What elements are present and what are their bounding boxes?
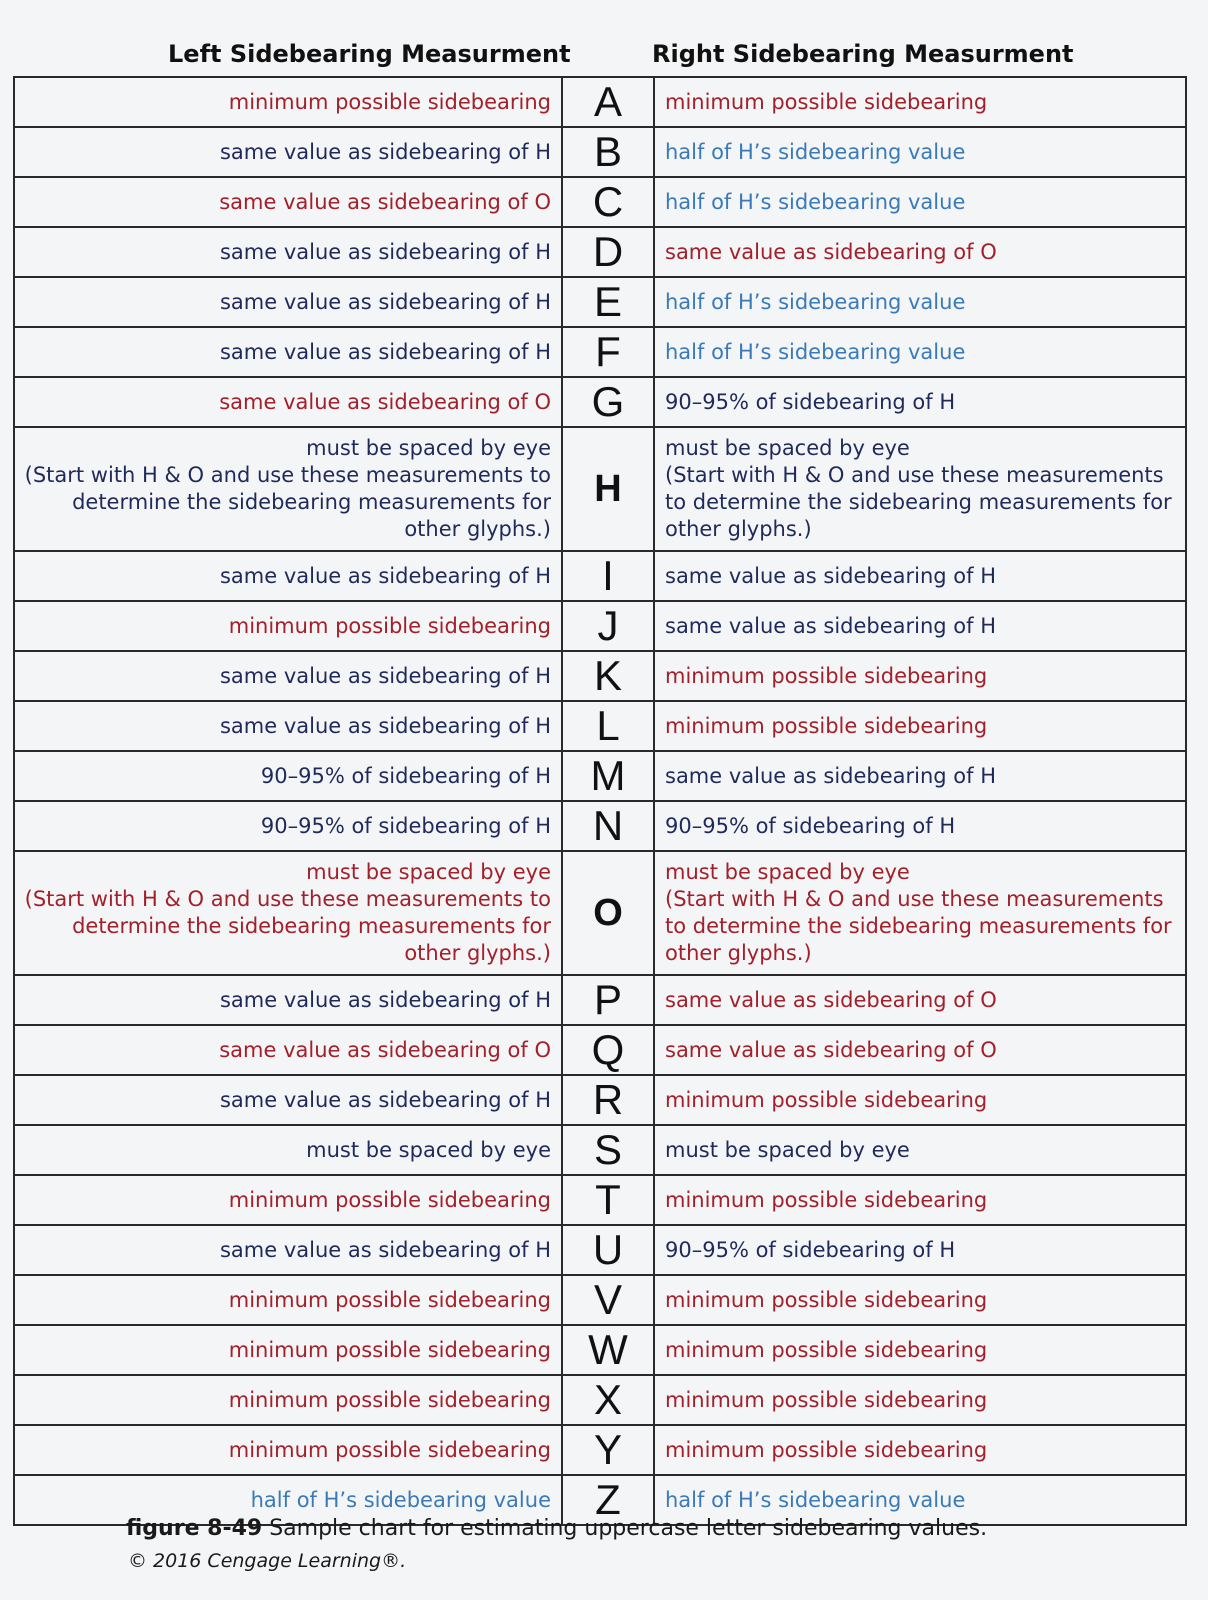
table-row	[14, 127, 1186, 177]
letter-cell: Q	[562, 1025, 654, 1075]
left-sidebearing-text: same value as sidebearing of H	[219, 289, 551, 314]
left-sidebearing-text: minimum possible sidebearing	[228, 1287, 551, 1312]
right-sidebearing-cell	[654, 801, 1186, 851]
left-sidebearing-text: same value as sidebearing of H	[219, 713, 551, 738]
left-sidebearing-text: same value as sidebearing of O	[219, 189, 551, 214]
right-sidebearing-cell	[654, 377, 1186, 427]
table-row	[14, 751, 1186, 801]
left-sidebearing-text: must be spaced by eye	[306, 860, 551, 884]
table-row	[14, 651, 1186, 701]
right-sidebearing-cell	[654, 975, 1186, 1025]
right-sidebearing-cell	[654, 851, 1186, 975]
letter-cell: T	[562, 1175, 654, 1225]
right-sidebearing-text: minimum possible sidebearing	[665, 1337, 988, 1362]
table-row	[14, 177, 1186, 227]
table-row	[14, 801, 1186, 851]
left-sidebearing-text: same value as sidebearing of H	[219, 563, 551, 588]
right-sidebearing-cell	[654, 77, 1186, 127]
right-sidebearing-cell	[654, 651, 1186, 701]
table-row	[14, 1175, 1186, 1225]
left-sidebearing-cell	[14, 1225, 562, 1275]
table-row	[14, 1075, 1186, 1125]
table-row	[14, 1025, 1186, 1075]
chart-body	[14, 77, 1186, 1525]
left-sidebearing-cell	[14, 751, 562, 801]
right-sidebearing-text: same value as sidebearing of O	[665, 987, 997, 1012]
left-column-header: Left Sidebearing Measurment	[168, 40, 571, 68]
left-sidebearing-text: same value as sidebearing of O	[219, 1037, 551, 1062]
letter-cell: R	[562, 1075, 654, 1125]
right-sidebearing-text: same value as sidebearing of H	[665, 613, 997, 638]
table-row	[14, 975, 1186, 1025]
right-sidebearing-text: minimum possible sidebearing	[665, 1287, 988, 1312]
letter-cell: F	[562, 327, 654, 377]
letter-cell: U	[562, 1225, 654, 1275]
left-sidebearing-note: (Start with H & O and use these measurements to determine the sidebearing measurements for other glyphs.)	[24, 887, 551, 965]
letter-cell: S	[562, 1125, 654, 1175]
letter-cell: G	[562, 377, 654, 427]
left-sidebearing-text: minimum possible sidebearing	[228, 1187, 551, 1212]
table-row	[14, 1375, 1186, 1425]
left-sidebearing-cell	[14, 701, 562, 751]
right-sidebearing-cell	[654, 1025, 1186, 1075]
table-row	[14, 551, 1186, 601]
right-sidebearing-cell	[654, 1375, 1186, 1425]
left-sidebearing-cell	[14, 801, 562, 851]
left-sidebearing-text: 90–95% of sidebearing of H	[260, 763, 551, 788]
right-sidebearing-text: minimum possible sidebearing	[665, 1087, 988, 1112]
letter-cell: Z	[562, 1475, 654, 1525]
table-row	[14, 427, 1186, 551]
right-sidebearing-text: same value as sidebearing of O	[665, 239, 997, 264]
right-sidebearing-cell	[654, 277, 1186, 327]
left-sidebearing-note: (Start with H & O and use these measurements to determine the sidebearing measurements for other glyphs.)	[24, 463, 551, 541]
left-sidebearing-text: same value as sidebearing of H	[219, 663, 551, 688]
table-row	[14, 601, 1186, 651]
right-sidebearing-cell	[654, 601, 1186, 651]
letter-cell: Y	[562, 1425, 654, 1475]
letter-cell: D	[562, 227, 654, 277]
table-row	[14, 701, 1186, 751]
left-sidebearing-cell	[14, 851, 562, 975]
letter-cell: J	[562, 601, 654, 651]
right-sidebearing-cell	[654, 1425, 1186, 1475]
right-sidebearing-text: minimum possible sidebearing	[665, 89, 988, 114]
table-row	[14, 1225, 1186, 1275]
right-sidebearing-text: same value as sidebearing of H	[665, 763, 997, 788]
right-sidebearing-text: same value as sidebearing of H	[665, 563, 997, 588]
table-row	[14, 1275, 1186, 1325]
right-sidebearing-cell	[654, 1275, 1186, 1325]
left-sidebearing-text: 90–95% of sidebearing of H	[260, 813, 551, 838]
left-sidebearing-text: minimum possible sidebearing	[228, 613, 551, 638]
left-sidebearing-text: minimum possible sidebearing	[228, 89, 551, 114]
letter-cell: C	[562, 177, 654, 227]
table-row	[14, 377, 1186, 427]
right-sidebearing-text: half of H’s sidebearing value	[665, 339, 966, 364]
sidebearing-chart	[13, 76, 1187, 1526]
left-sidebearing-cell	[14, 127, 562, 177]
left-sidebearing-text: same value as sidebearing of H	[219, 1087, 551, 1112]
left-sidebearing-cell	[14, 277, 562, 327]
table-row	[14, 77, 1186, 127]
table-row	[14, 1125, 1186, 1175]
left-sidebearing-cell	[14, 601, 562, 651]
table-row	[14, 327, 1186, 377]
letter-cell: K	[562, 651, 654, 701]
right-sidebearing-text: must be spaced by eye	[665, 1137, 910, 1162]
table-row	[14, 851, 1186, 975]
letter-cell: B	[562, 127, 654, 177]
column-headers	[0, 34, 1208, 74]
right-sidebearing-cell	[654, 701, 1186, 751]
right-sidebearing-text: 90–95% of sidebearing of H	[665, 389, 956, 414]
table-row	[14, 1325, 1186, 1375]
left-sidebearing-text: must be spaced by eye	[306, 436, 551, 460]
right-sidebearing-note: (Start with H & O and use these measurements to determine the sidebearing measurements for other glyphs.)	[665, 463, 1172, 541]
right-sidebearing-cell	[654, 127, 1186, 177]
left-sidebearing-cell	[14, 177, 562, 227]
left-sidebearing-cell	[14, 651, 562, 701]
figure-caption	[126, 1516, 1126, 1541]
letter-cell: W	[562, 1325, 654, 1375]
left-sidebearing-text: minimum possible sidebearing	[228, 1387, 551, 1412]
left-sidebearing-cell	[14, 227, 562, 277]
table-row	[14, 277, 1186, 327]
letter-cell: N	[562, 801, 654, 851]
right-sidebearing-text: must be spaced by eye	[665, 860, 910, 884]
left-sidebearing-text: same value as sidebearing of H	[219, 239, 551, 264]
left-sidebearing-text: same value as sidebearing of O	[219, 389, 551, 414]
letter-cell: E	[562, 277, 654, 327]
right-column-header: Right Sidebearing Measurment	[652, 40, 1074, 68]
right-sidebearing-cell	[654, 227, 1186, 277]
right-sidebearing-text: minimum possible sidebearing	[665, 713, 988, 738]
table-row	[14, 1425, 1186, 1475]
left-sidebearing-cell	[14, 1075, 562, 1125]
right-sidebearing-text: minimum possible sidebearing	[665, 1387, 988, 1412]
figure-number: figure 8-49	[126, 1516, 263, 1541]
copyright-notice: © 2016 Cengage Learning®.	[128, 1550, 407, 1572]
table-row	[14, 227, 1186, 277]
right-sidebearing-cell	[654, 1075, 1186, 1125]
right-sidebearing-cell	[654, 751, 1186, 801]
right-sidebearing-text: must be spaced by eye	[665, 436, 910, 460]
right-sidebearing-text: minimum possible sidebearing	[665, 663, 988, 688]
left-sidebearing-cell	[14, 1125, 562, 1175]
letter-cell: H	[562, 427, 654, 551]
left-sidebearing-cell	[14, 77, 562, 127]
right-sidebearing-text: minimum possible sidebearing	[665, 1437, 988, 1462]
left-sidebearing-text: half of H’s sidebearing value	[250, 1487, 551, 1512]
letter-cell: M	[562, 751, 654, 801]
letter-cell: X	[562, 1375, 654, 1425]
letter-cell: L	[562, 701, 654, 751]
right-sidebearing-cell	[654, 1225, 1186, 1275]
letter-cell: P	[562, 975, 654, 1025]
left-sidebearing-text: same value as sidebearing of H	[219, 139, 551, 164]
left-sidebearing-cell	[14, 551, 562, 601]
left-sidebearing-cell	[14, 327, 562, 377]
right-sidebearing-cell	[654, 551, 1186, 601]
left-sidebearing-cell	[14, 1025, 562, 1075]
right-sidebearing-text: half of H’s sidebearing value	[665, 289, 966, 314]
letter-cell: I	[562, 551, 654, 601]
left-sidebearing-cell	[14, 377, 562, 427]
left-sidebearing-cell	[14, 427, 562, 551]
right-sidebearing-text: 90–95% of sidebearing of H	[665, 1237, 956, 1262]
right-sidebearing-text: minimum possible sidebearing	[665, 1187, 988, 1212]
left-sidebearing-cell	[14, 1425, 562, 1475]
left-sidebearing-cell	[14, 1325, 562, 1375]
right-sidebearing-cell	[654, 177, 1186, 227]
letter-cell: O	[562, 851, 654, 975]
right-sidebearing-text: half of H’s sidebearing value	[665, 189, 966, 214]
left-sidebearing-text: same value as sidebearing of H	[219, 987, 551, 1012]
right-sidebearing-text: same value as sidebearing of O	[665, 1037, 997, 1062]
right-sidebearing-note: (Start with H & O and use these measurements to determine the sidebearing measurements for other glyphs.)	[665, 887, 1172, 965]
right-sidebearing-cell	[654, 1125, 1186, 1175]
right-sidebearing-cell	[654, 327, 1186, 377]
letter-cell: V	[562, 1275, 654, 1325]
right-sidebearing-cell	[654, 1175, 1186, 1225]
left-sidebearing-text: same value as sidebearing of H	[219, 339, 551, 364]
left-sidebearing-text: must be spaced by eye	[306, 1137, 551, 1162]
right-sidebearing-text: 90–95% of sidebearing of H	[665, 813, 956, 838]
right-sidebearing-cell	[654, 427, 1186, 551]
left-sidebearing-text: same value as sidebearing of H	[219, 1237, 551, 1262]
left-sidebearing-cell	[14, 1275, 562, 1325]
right-sidebearing-text: half of H’s sidebearing value	[665, 139, 966, 164]
left-sidebearing-cell	[14, 975, 562, 1025]
letter-cell: A	[562, 77, 654, 127]
left-sidebearing-text: minimum possible sidebearing	[228, 1337, 551, 1362]
left-sidebearing-cell	[14, 1375, 562, 1425]
right-sidebearing-text: half of H’s sidebearing value	[665, 1487, 966, 1512]
figure-caption-text: Sample chart for estimating uppercase letter sidebearing values.	[262, 1516, 988, 1541]
left-sidebearing-cell	[14, 1175, 562, 1225]
left-sidebearing-text: minimum possible sidebearing	[228, 1437, 551, 1462]
right-sidebearing-cell	[654, 1325, 1186, 1375]
